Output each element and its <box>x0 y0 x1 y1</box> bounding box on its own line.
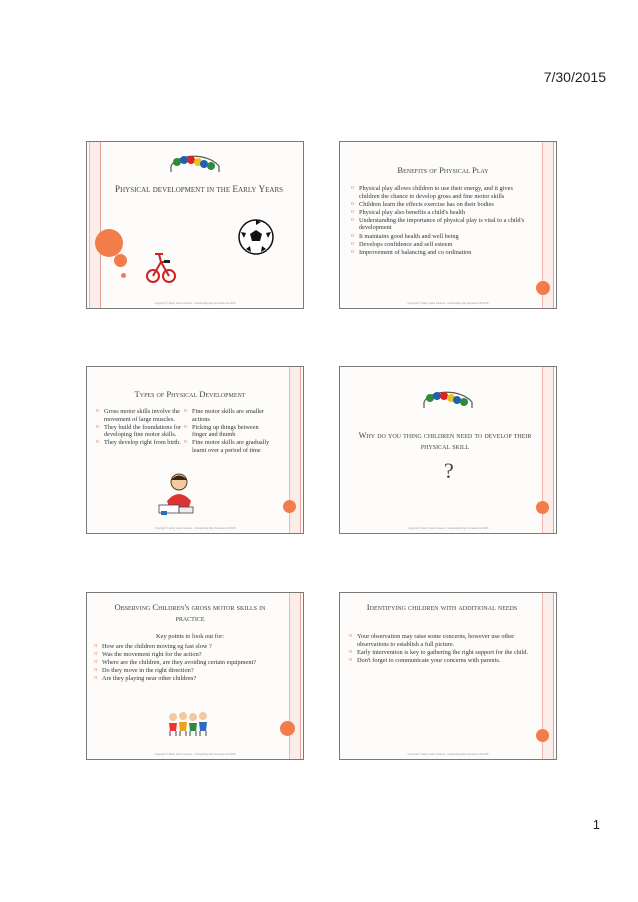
bullet-item: o Where are the children, are they avoiding certain equipment? <box>93 659 273 667</box>
bullet-item: o They develop right from birth. <box>95 439 183 447</box>
bullet-item: o Gross motor skills involve the movement of large muscles. <box>95 408 183 423</box>
slide-6 <box>339 592 557 760</box>
decor-dot <box>536 729 549 742</box>
left-bullet-list <box>95 408 183 447</box>
bullet-item: o Do they move in the right direction? <box>93 667 273 675</box>
slide-title: Physical development in the Early Years <box>114 185 284 195</box>
bullet-item: o Are they playing near other children? <box>93 675 273 683</box>
slide-footer: Copyright © Early Years Careers - Outstanding Day Nurseries ltd 2015 <box>154 302 236 305</box>
slide-title: Benefits of Physical Play <box>397 165 489 175</box>
bullet-item: o Children learn the effects exercise has on their bodies <box>350 201 534 209</box>
bullet-list <box>350 185 534 257</box>
decor-dot <box>121 273 126 278</box>
slide-3 <box>86 366 304 534</box>
football-icon <box>237 218 275 256</box>
bullet-item: o Was the movement right for the action? <box>93 651 273 659</box>
slide-title: Observing Children's gross motor skills in practice <box>114 602 266 623</box>
slide-1 <box>86 141 304 309</box>
bullet-item: o They build the foundations for developing fine motor skills. <box>95 424 183 439</box>
slide-5 <box>86 592 304 760</box>
bullet-item: o Early intervention is key to gathering the right support for the child. <box>348 649 532 657</box>
bullet-item: o How are the children moving eg fast slow ? <box>93 643 273 651</box>
slide-footer: Copyright © Early Years Careers - Outstanding Day Nurseries ltd 2015 <box>407 302 489 305</box>
slide-2 <box>339 141 557 309</box>
bullet-item: o Don't forget to communicate your concerns with parents. <box>348 657 532 665</box>
slide-footer: Copyright © Early Years Careers - Outstanding Day Nurseries ltd 2015 <box>154 753 236 756</box>
bullet-item: o Fine motor skills are smaller actions <box>183 408 275 423</box>
slide-4 <box>339 366 557 534</box>
bullet-item: o Picking up things between finger and thumb <box>183 424 275 439</box>
bullet-item: o Fine motor skills are gradually learnt over a period of time <box>183 439 275 454</box>
child-playing-icon <box>155 471 199 517</box>
abacus-icon <box>420 388 476 414</box>
decor-dot <box>95 229 123 257</box>
page-number: 1 <box>592 817 600 832</box>
bullet-list <box>348 633 532 665</box>
print-date: 7/30/2015 <box>543 69 606 85</box>
question-mark: ? <box>444 458 454 483</box>
bullet-item: o Your observation may raise some concerns, however use other observations to establish a full picture. <box>348 633 532 648</box>
bullet-item: o Develops confidence and self esteem <box>350 241 534 249</box>
tricycle-icon <box>145 250 177 284</box>
decor-dot <box>536 281 550 295</box>
decor-dot <box>283 500 296 513</box>
bullet-list <box>93 643 273 683</box>
slide-stripe <box>89 142 101 308</box>
bullet-item: o Physical play also benefits a child's health <box>350 209 534 217</box>
decor-dot <box>280 721 295 736</box>
decor-dot <box>114 254 127 267</box>
right-bullet-list <box>183 408 275 455</box>
slide-footer: Copyright © Early Years Careers - Outstanding Day Nurseries ltd 2015 <box>407 753 489 756</box>
children-group-icon <box>167 711 211 737</box>
abacus-icon <box>167 152 223 178</box>
slide-title: Why do you thing children need to develop their physical skill <box>358 431 532 451</box>
decor-dot <box>536 501 549 514</box>
slide-title: Types of Physical Development <box>134 389 246 399</box>
bullet-item: o Physical play allows children to use their energy, and it gives children the chance to develop gross and fine motor skills <box>350 185 534 200</box>
intro-text: Key points to look out for: <box>156 633 224 640</box>
slide-title: Identifying children with additional needs <box>366 602 518 612</box>
slide-footer: Copyright © Early Years Careers - Outstanding Day Nurseries ltd 2015 <box>407 527 489 530</box>
bullet-item: o It maintains good health and well being <box>350 233 534 241</box>
bullet-item: o Understanding the importance of physical play is vital to a child's development <box>350 217 534 232</box>
slide-footer: Copyright © Early Years Careers - Outstanding Day Nurseries ltd 2015 <box>154 527 236 530</box>
bullet-item: o Improvement of balancing and co ordination <box>350 249 534 257</box>
